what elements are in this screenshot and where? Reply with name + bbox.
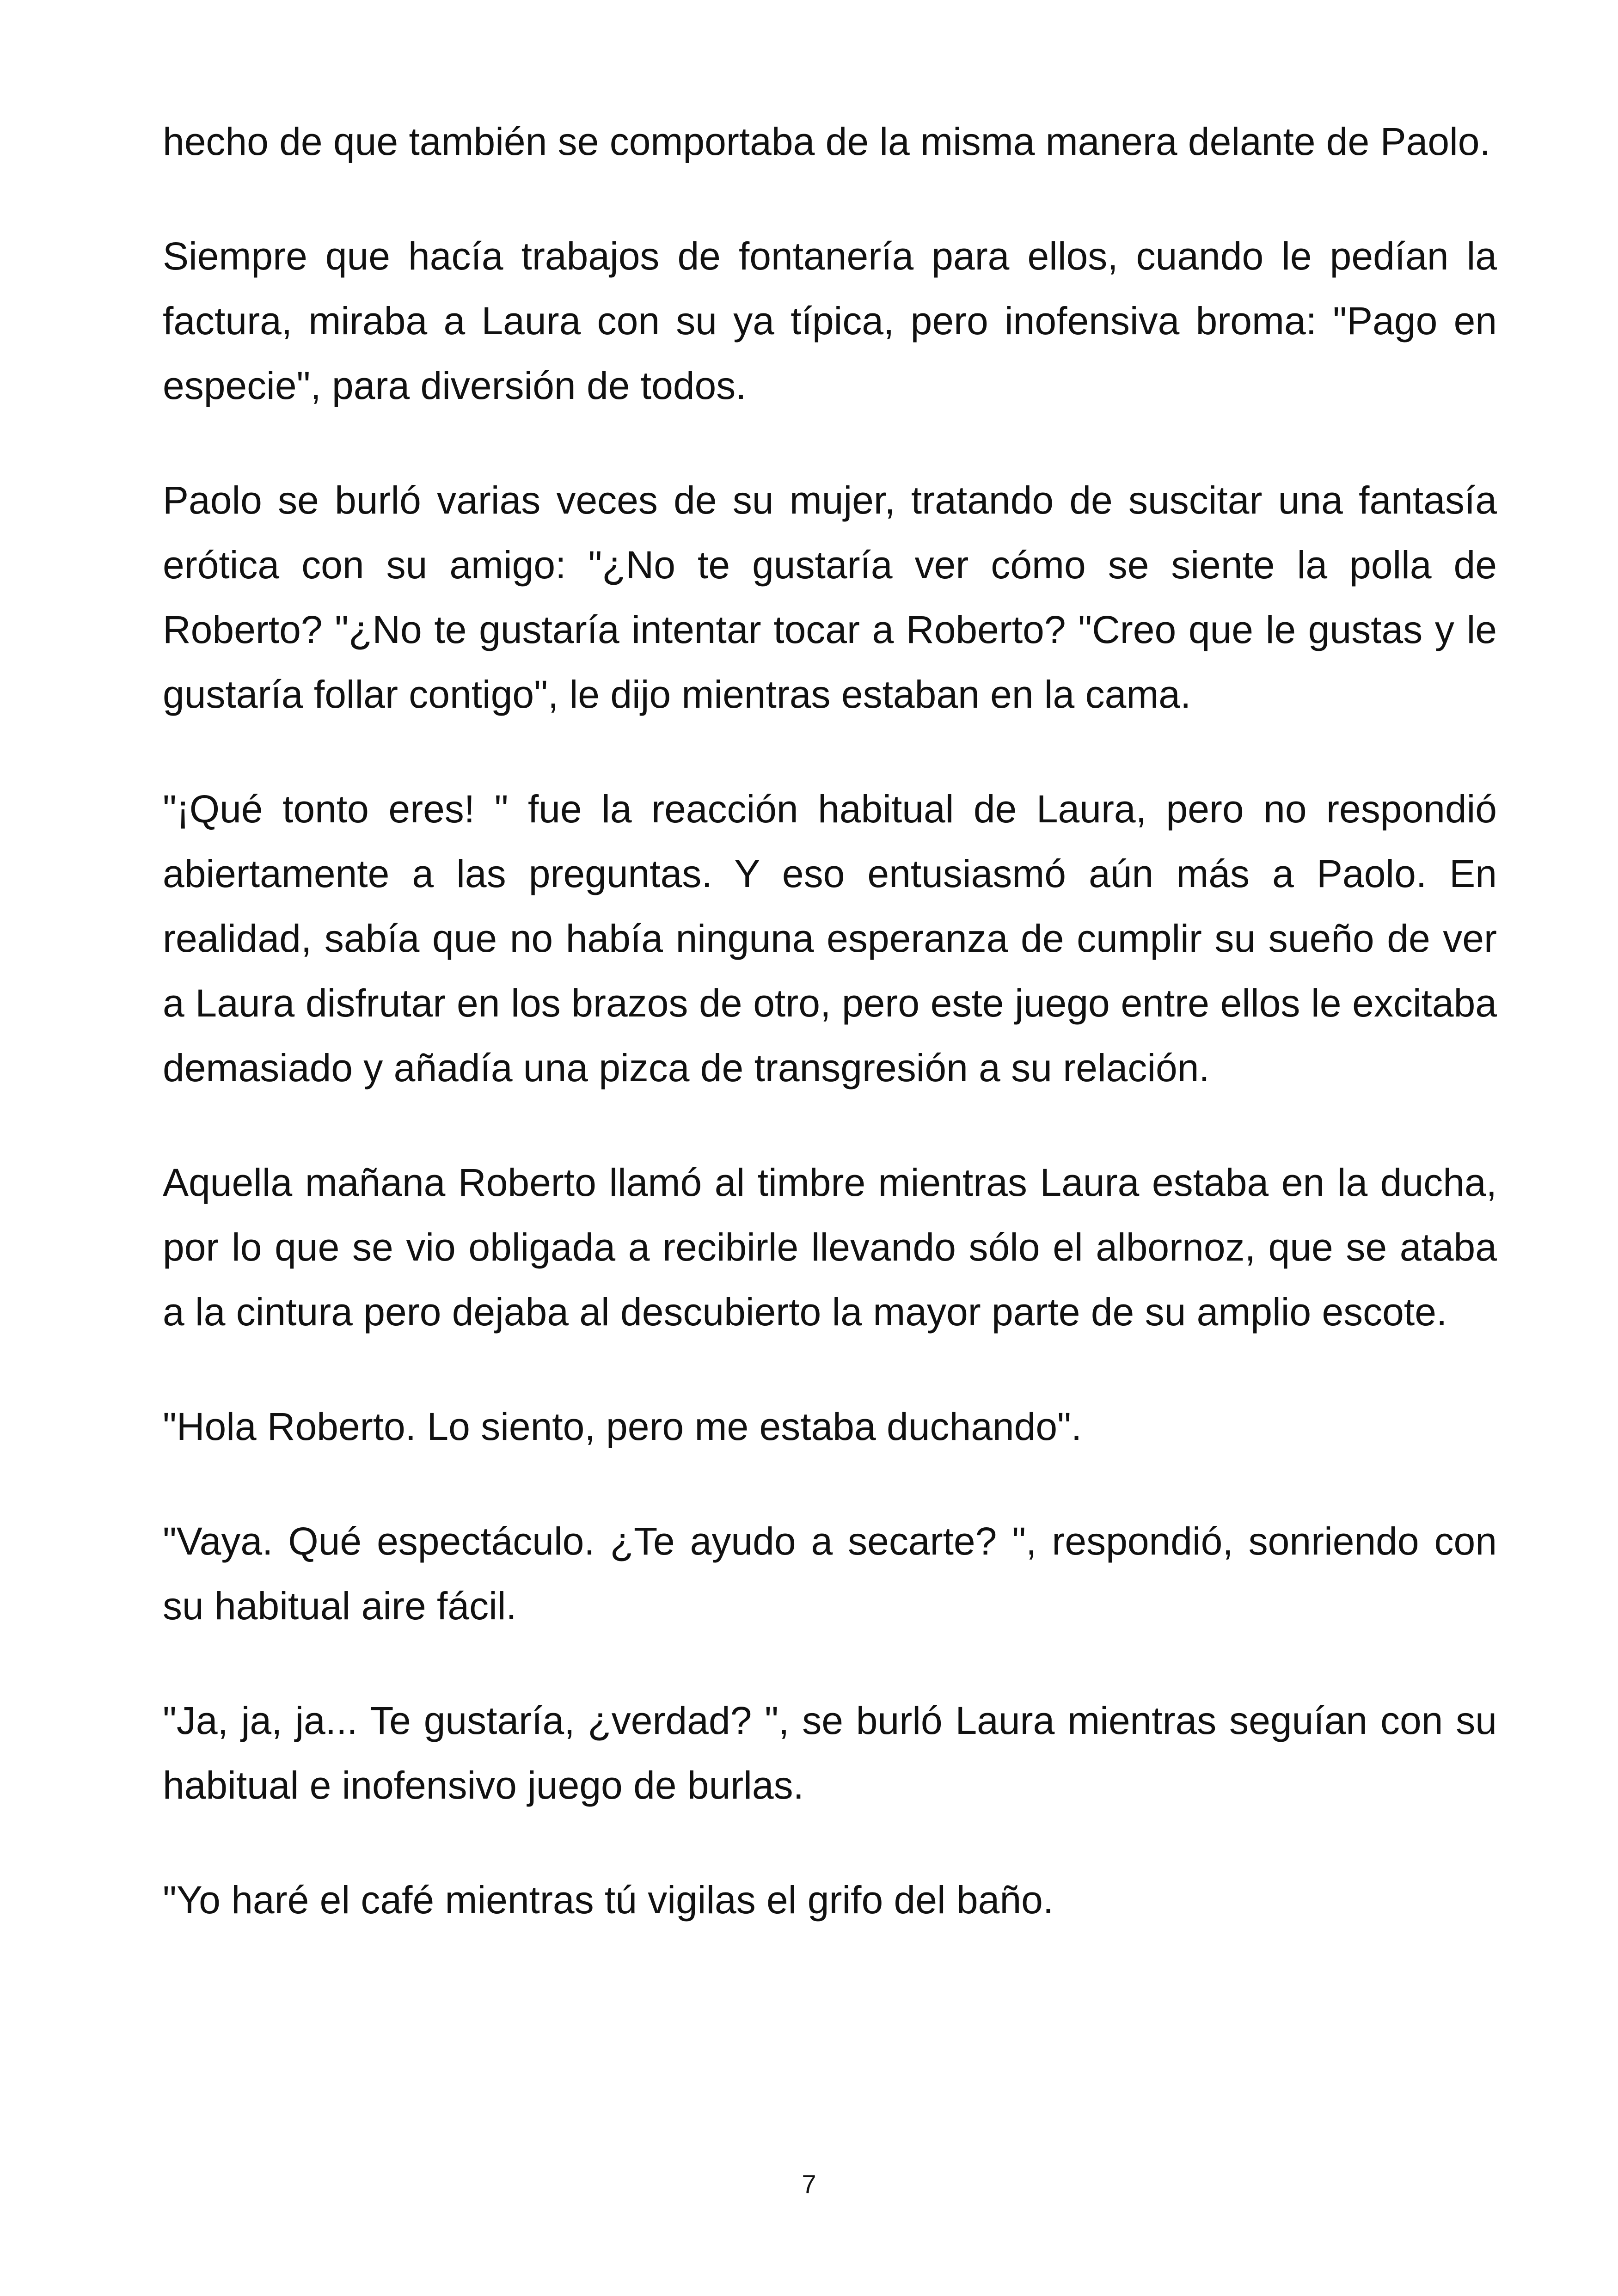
paragraph: "Vaya. Qué espectáculo. ¿Te ayudo a secarte? ", respondió, sonriendo con su habitual aire fácil. xyxy=(163,1519,1497,1628)
paragraph: "Hola Roberto. Lo siento, pero me estaba duchando". xyxy=(163,1405,1082,1448)
paragraph: "¡Qué tonto eres! " fue la reacción habitual de Laura, pero no respondió abiertamente a las preguntas. Y eso entusiasmó aún más a Paolo. En realidad, sabía que no había ninguna esperanza de cumplir su sueño de ver a Laura disfrutar en los brazos de otro, pero este juego entre ellos le excitaba demasiado y añadía una pizca de transgresión a su relación. xyxy=(163,787,1497,1090)
page-number: 7 xyxy=(802,2169,816,2198)
paragraph: Siempre que hacía trabajos de fontanería para ellos, cuando le pedían la factura, miraba a Laura con su ya típica, pero inofensiva broma: "Pago en especie", para diversión de todos. xyxy=(163,234,1497,407)
body-text xyxy=(163,109,1497,1982)
paragraph: Paolo se burló varias veces de su mujer, tratando de suscitar una fantasía erótica con su amigo: "¿No te gustaría ver cómo se siente la polla de Roberto? "¿No te gustaría intentar tocar a Roberto? "Creo que le gustas y le gustaría follar contigo", le dijo mientras estaban en la cama. xyxy=(163,478,1497,716)
paragraph: "Ja, ja, ja... Te gustaría, ¿verdad? ", se burló Laura mientras seguían con su habitual e inofensivo juego de burlas. xyxy=(163,1699,1497,1807)
paragraph: Aquella mañana Roberto llamó al timbre mientras Laura estaba en la ducha, por lo que se vio obligada a recibirle llevando sólo el albornoz, que se ataba a la cintura pero dejaba al descubierto la mayor parte de su amplio escote. xyxy=(163,1161,1497,1334)
paragraph: "Yo haré el café mientras tú vigilas el grifo del baño. xyxy=(163,1878,1054,1922)
paragraph: hecho de que también se comportaba de la misma manera delante de Paolo. xyxy=(163,120,1490,163)
